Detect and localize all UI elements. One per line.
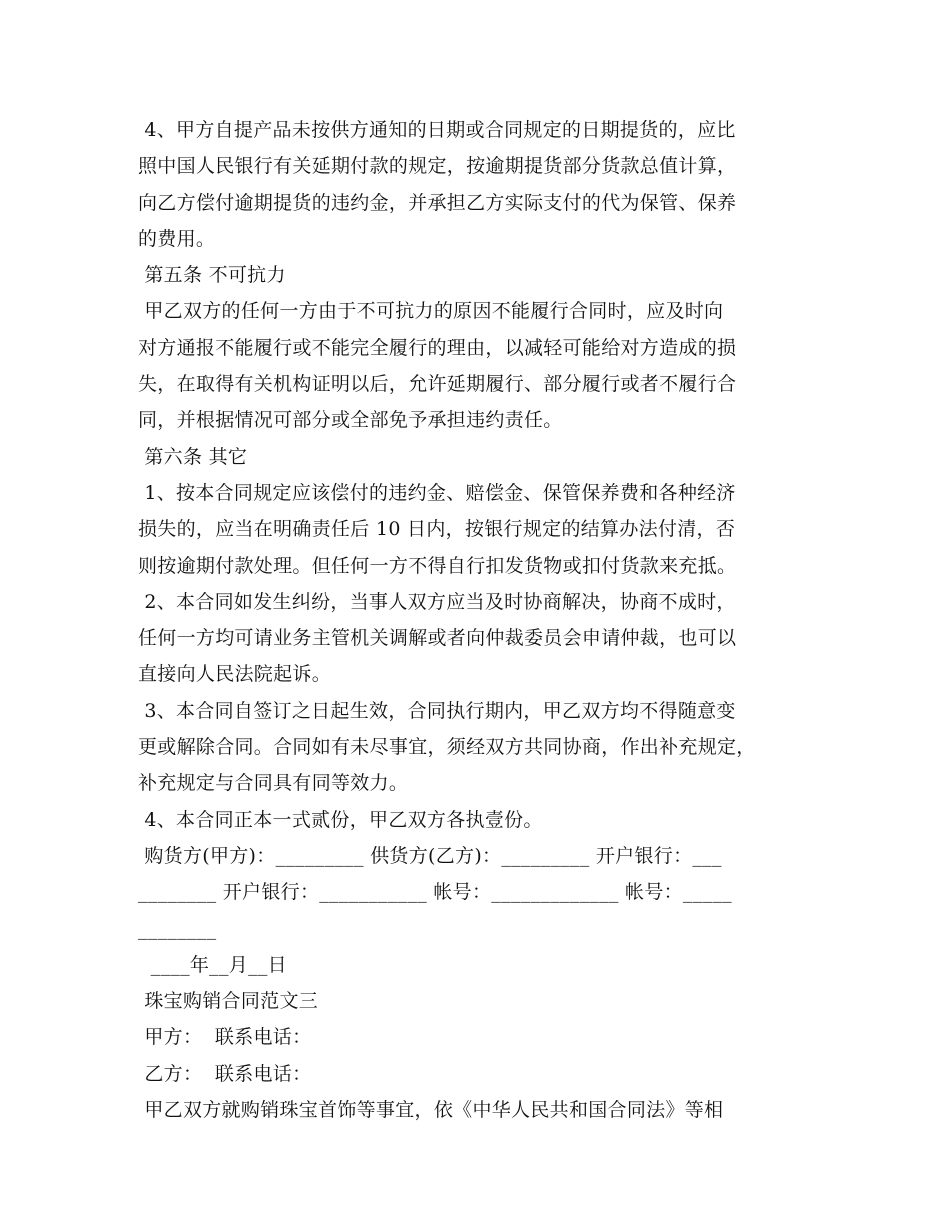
text-line: 4、甲方自提产品未按供方通知的日期或合同规定的日期提货的，应比 <box>138 119 736 141</box>
text-line: 失，在取得有关机构证明以后，允许延期履行、部分履行或者不履行合 <box>138 373 737 396</box>
party-b-line: 乙方： 联系电话： <box>138 1062 312 1085</box>
text-line: 甲乙双方的任何一方由于不可抗力的原因不能履行合同时，应及时向 <box>138 300 724 323</box>
text-line: 补充规定与合同具有同等效力。 <box>138 772 409 795</box>
signature-fields: ________ <box>138 917 217 940</box>
text-line: 更或解除合同。合同如有未尽事宜，须经双方共同协商，作出补充规定， <box>138 736 756 759</box>
text-line: 照中国人民银行有关延期付款的规定，按逾期提货部分货款总值计算， <box>138 155 737 178</box>
section-heading: 第五条 不可抗力 <box>138 264 286 287</box>
party-a-line: 甲方： 联系电话： <box>138 1026 312 1049</box>
document-body <box>138 112 828 1128</box>
text-line: 2、本合同如发生纠纷，当事人双方应当及时协商解决，协商不成时， <box>138 590 736 613</box>
section-heading: 第六条 其它 <box>138 445 248 468</box>
text-line: 任何一方均可请业务主管机关调解或者向仲裁委员会申请仲裁，也可以 <box>138 627 737 650</box>
document-title: 珠宝购销合同范文三 <box>138 990 319 1013</box>
text-line: 直接向人民法院起诉。 <box>138 663 332 686</box>
text-line: 甲乙双方就购销珠宝首饰等事宜，依《中华人民共和国合同法》等相 <box>138 1099 724 1122</box>
text-line: 的费用。 <box>138 227 216 250</box>
signature-fields: ________ 开户银行：___________ 帐号：_____________ 帐号：_____ <box>138 881 732 904</box>
text-line: 同，并根据情况可部分或全部免予承担违约责任。 <box>138 409 563 432</box>
text-line: 损失的，应当在明确责任后 10 日内，按银行规定的结算办法付清，否 <box>138 518 736 541</box>
text-line: 3、本合同自签订之日起生效，合同执行期内，甲乙双方均不得随意变 <box>138 699 736 722</box>
text-line: 向乙方偿付逾期提货的违约金，并承担乙方实际支付的代为保管、保养 <box>138 191 737 214</box>
text-line: 则按逾期付款处理。但任何一方不得自行扣发货物或扣付货款来充抵。 <box>138 554 737 577</box>
text-line: 4、本合同正本一式贰份，甲乙双方各执壹份。 <box>138 808 543 831</box>
signature-fields: 购货方(甲方)：_________ 供货方(乙方)：_________ 开户银行：___ <box>138 844 722 867</box>
date-line: ____年__月__日 <box>138 953 287 976</box>
text-line: 对方通报不能履行或不能完全履行的理由，以减轻可能给对方造成的损 <box>138 336 737 359</box>
text-line: 1、按本合同规定应该偿付的违约金、赔偿金、保管保养费和各种经济 <box>138 481 736 504</box>
